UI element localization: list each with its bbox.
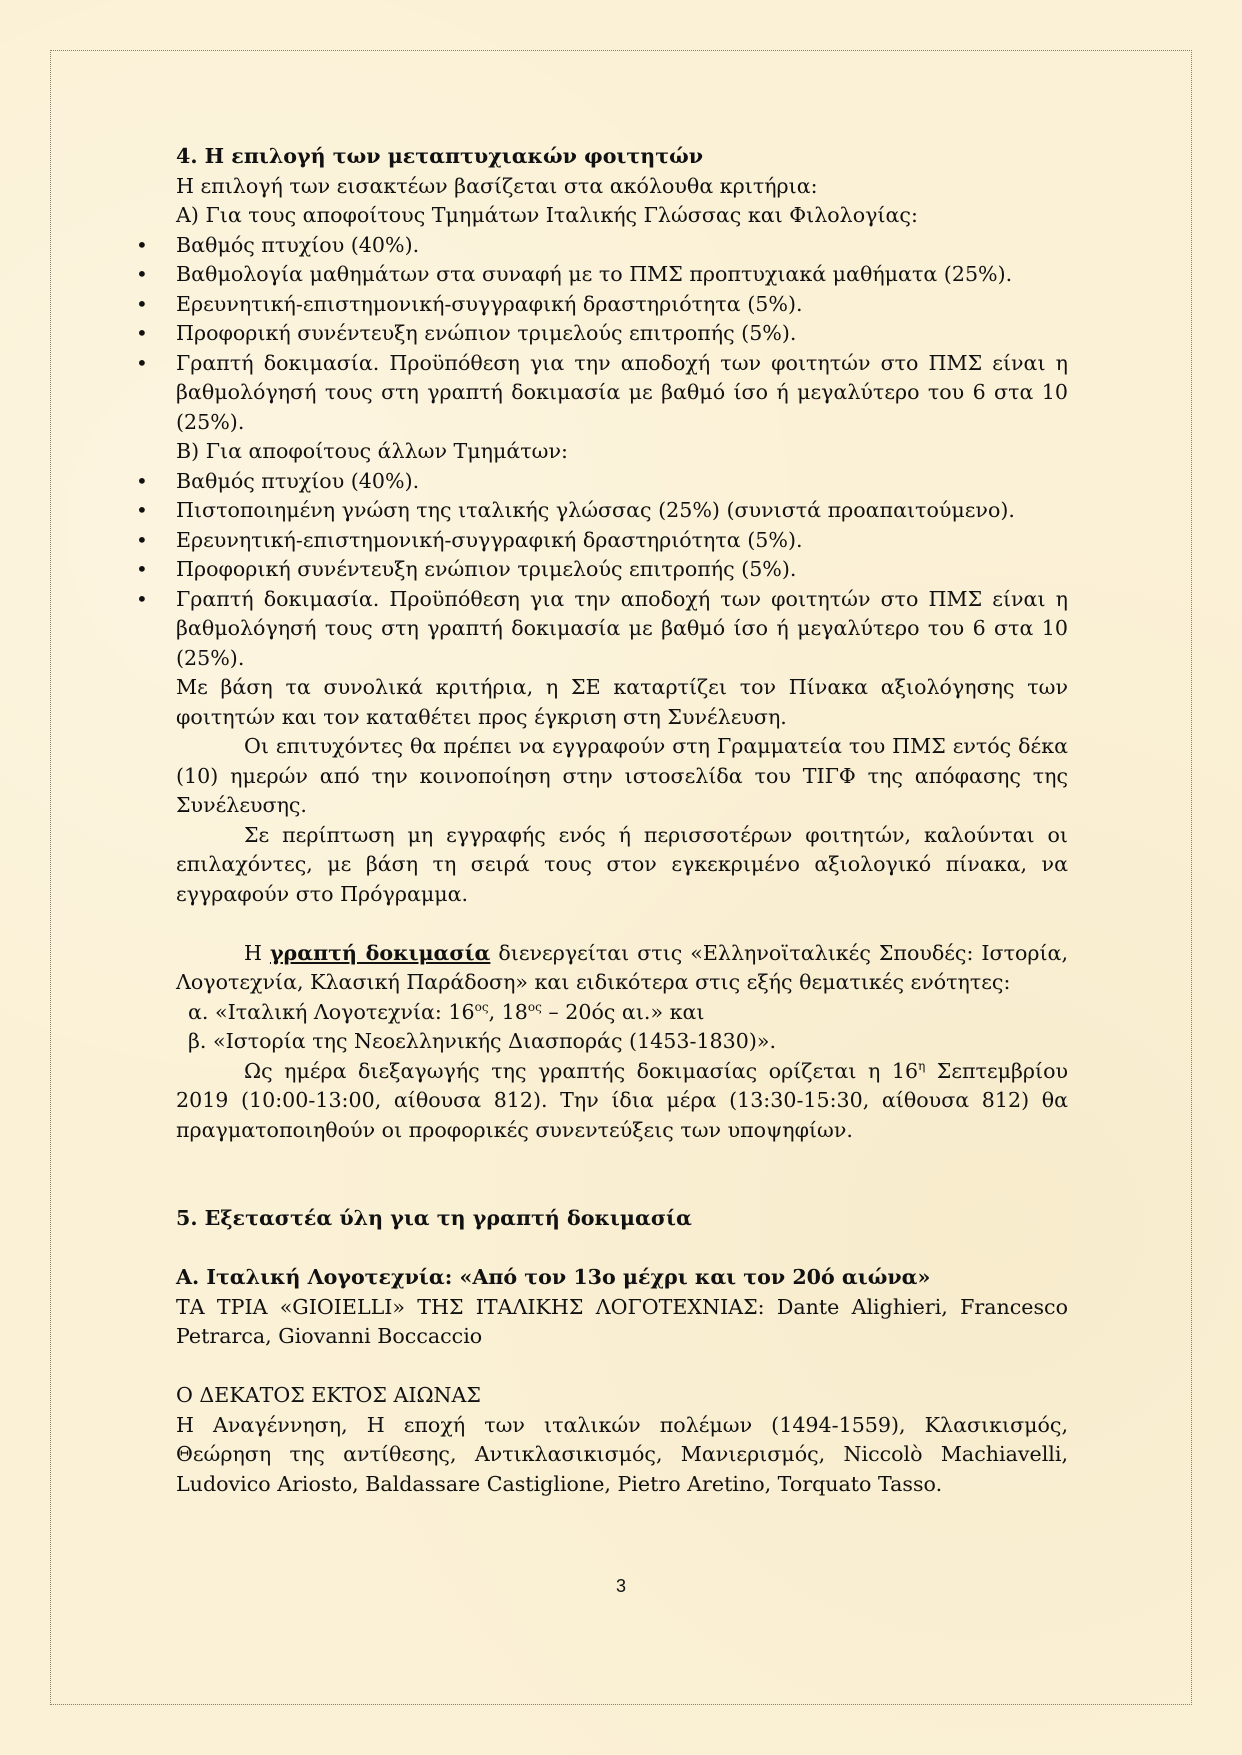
bullet-icon: • [136, 321, 148, 345]
page-content [136, 142, 1069, 1499]
selection-intro: Η επιλογή των εισακτέων βασίζεται στα ακόλουθα κριτήρια: [176, 173, 818, 198]
sixteenth-century-paragraph: Η Αναγέννηση, Η εποχή των ιταλικών πολέμων (1494-1559), Κλασικισμός, Θεώρηση της αντίθεσης, Αντικλασικισμός, Μανιερισμός, Niccolò Machiavelli, Ludovico Ariosto, Baldassare Castiglione, Pietro Aretino, Torquato Tasso. [176, 1412, 1068, 1496]
spacer [176, 1175, 1068, 1205]
bullet-icon: • [136, 350, 148, 375]
list-item: • Πιστοποιημένη γνώση της ιταλικής γλώσσας (25%) (συνιστά προαπαιτούμενο). [176, 496, 1068, 526]
sixteenth-century-title: Ο ΔΕΚΑΤΟΣ ΕΚΤΟΣ ΑΙΩΝΑΣ [176, 1383, 481, 1407]
group-a-title: Α) Για τους αποφοίτους Τμημάτων Ιταλικής Γλώσσας και Φιλολογίας: [176, 203, 918, 227]
list-item: • Ερευνητική-επιστημονική-συγγραφική δραστηριότητα (5%). [176, 290, 1068, 320]
list-item: • Βαθμολογία μαθημάτων στα συναφή με το ΠΜΣ προπτυχιακά μαθήματα (25%). [176, 260, 1068, 290]
list-item: • Βαθμός πτυχίου (40%). [176, 467, 1068, 497]
exam-paragraph: Η γραπτή δοκιμασία διενεργείται στις «Ελληνοϊταλικές Σπουδές: Ιστορία, Λογοτεχνία, Κλασική Παράδοση» και ειδικότερα στις εξής θεματικές ενότητες: [176, 940, 1069, 994]
exam-date-paragraph: Ως ημέρα διεξαγωγής της γραπτής δοκιμασίας ορίζεται η $16^\eta$ Σεπτεμβρίου 2019 (10:00-13:00, αίθουσα 812). Την ίδια μέρα (13:30-15:30, αίθουσα 812) θα πραγματοποιηθούν οι προφορικές συνεντεύξεις των υποψηφίων. [176, 1058, 1069, 1142]
list-item: • Γραπτή δοκιμασία. Προϋπόθεση για την αποδοχή των φοιτητών στο ΠΜΣ είναι η βαθμολόγησή τους στη γραπτή δοκιμασία με βαθμό ίσο ή μεγαλύτερο του 6 στα 10 (25%). [136, 586, 1068, 670]
list-item: • Προφορική συνέντευξη ενώπιον τριμελούς επιτροπής (5%). [176, 319, 1068, 349]
bullet-icon: • [136, 291, 148, 316]
list-item: • Προφορική συνέντευξη ενώπιον τριμελούς επιτροπής (5%). [176, 555, 1068, 585]
topic-a: α. «Ιταλική Λογοτεχνία: $16^{o\varsigma}$, $18^{o\varsigma} - 20ό\varsigma$ αι.» και [188, 999, 705, 1024]
spacer [176, 909, 1068, 939]
bullet-icon: • [136, 262, 148, 286]
group-b-criteria-list [136, 467, 1068, 674]
list-item: • Ερευνητική-επιστημονική-συγγραφική δραστηριότητα (5%). [176, 526, 1068, 556]
list-item: • Γραπτή δοκιμασία. Προϋπόθεση για την αποδοχή των φοιτητών στο ΠΜΣ είναι η βαθμολόγησή τους στη γραπτή δοκιμασία με βαθμό ίσο ή μεγαλύτερο του 6 στα 10 (25%). [136, 350, 1068, 434]
section-4-heading: 4. Η επιλογή των μεταπτυχιακών φοιτητών [176, 144, 703, 168]
section-5-subheading: Α. Ιταλική Λογοτεχνία: «Από τον 13ο μέχρι και τον 20ό αιώνα» [176, 1265, 931, 1289]
list-item: • Βαθμός πτυχίου (40%). [176, 231, 1068, 261]
bullet-icon: • [136, 498, 148, 522]
topic-b: β. «Ιστορία της Νεοελληνικής Διασποράς (1453-1830)». [188, 1029, 777, 1053]
page-number: 3 [615, 1576, 626, 1596]
gioielli-paragraph: ΤΑ ΤΡΙΑ «GIOIELLI» ΤΗΣ ΙΤΑΛΙΚΗΣ ΛΟΓΟΤΕΧΝΙΑΣ: Dante Alighieri, Francesco Petrarca, Giovanni Boccaccio [176, 1294, 1068, 1348]
section-5-heading: 5. Εξεταστέα ύλη για τη γραπτή δοκιμασία [176, 1206, 692, 1230]
exam-term: γραπτή δοκιμασία [269, 940, 491, 965]
bullet-icon: • [136, 586, 148, 611]
bullet-icon: • [136, 527, 148, 552]
spacer [176, 1234, 1068, 1264]
bullet-icon: • [136, 232, 148, 257]
committee-paragraph: Με βάση τα συνολικά κριτήρια, η ΣΕ καταρτίζει τον Πίνακα αξιολόγησης των φοιτητών και τον καταθέτει προς έγκριση στη Συνέλευση. [176, 675, 1068, 729]
spacer [176, 1352, 1068, 1382]
runners-up-paragraph: Σε περίπτωση μη εγγραφής ενός ή περισσοτέρων φοιτητών, καλούνται οι επιλαχόντες, με βάση τη σειρά τους στον εγκεκριμένο αξιολογικό πίνακα, να εγγραφούν στο Πρόγραμμα. [176, 822, 1068, 906]
spacer [176, 1145, 1068, 1175]
group-a-criteria-list [136, 231, 1068, 438]
group-b-title: Β) Για αποφοίτους άλλων Τμημάτων: [176, 439, 568, 463]
enrollment-paragraph: Οι επιτυχόντες θα πρέπει να εγγραφούν στη Γραμματεία του ΠΜΣ εντός δέκα (10) ημερών από την κοινοποίηση στην ιστοσελίδα του ΤΙΓΦ της απόφασης της Συνέλευσης. [176, 734, 1068, 817]
bullet-icon: • [136, 557, 148, 581]
bullet-icon: • [136, 468, 148, 493]
